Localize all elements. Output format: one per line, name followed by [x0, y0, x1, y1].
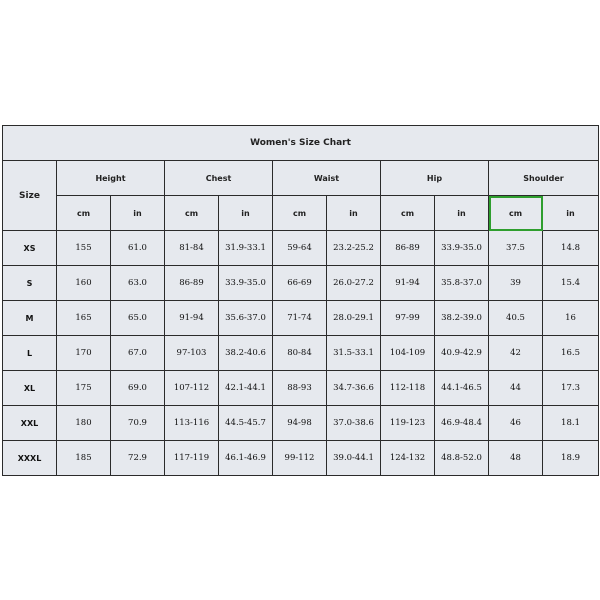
- table-cell[interactable]: 80-84: [273, 336, 327, 371]
- table-cell[interactable]: 26.0-27.2: [327, 266, 381, 301]
- size-label[interactable]: XXXL: [3, 441, 57, 476]
- table-cell[interactable]: 44.5-45.7: [219, 406, 273, 441]
- table-cell[interactable]: 170: [57, 336, 111, 371]
- table-cell[interactable]: 69.0: [111, 371, 165, 406]
- table-cell[interactable]: 67.0: [111, 336, 165, 371]
- unit-header-shoulder-cm-selected[interactable]: cm: [489, 196, 543, 231]
- table-cell[interactable]: 16: [543, 301, 599, 336]
- table-cell[interactable]: 86-89: [381, 231, 435, 266]
- unit-header-shoulder-in[interactable]: in: [543, 196, 599, 231]
- table-cell[interactable]: 35.8-37.0: [435, 266, 489, 301]
- table-cell[interactable]: 31.9-33.1: [219, 231, 273, 266]
- table-cell[interactable]: 35.6-37.0: [219, 301, 273, 336]
- table-cell[interactable]: 18.9: [543, 441, 599, 476]
- table-cell[interactable]: 37.5: [489, 231, 543, 266]
- table-cell[interactable]: 33.9-35.0: [219, 266, 273, 301]
- table-cell[interactable]: 119-123: [381, 406, 435, 441]
- table-cell[interactable]: 97-103: [165, 336, 219, 371]
- table-cell[interactable]: 23.2-25.2: [327, 231, 381, 266]
- table-cell[interactable]: 42.1-44.1: [219, 371, 273, 406]
- table-cell[interactable]: 46.9-48.4: [435, 406, 489, 441]
- table-cell[interactable]: 185: [57, 441, 111, 476]
- table-cell[interactable]: 39.0-44.1: [327, 441, 381, 476]
- unit-header-chest-cm[interactable]: cm: [165, 196, 219, 231]
- table-cell[interactable]: 99-112: [273, 441, 327, 476]
- table-cell[interactable]: 31.5-33.1: [327, 336, 381, 371]
- table-row: [3, 301, 599, 336]
- unit-header-waist-in[interactable]: in: [327, 196, 381, 231]
- table-cell[interactable]: 34.7-36.6: [327, 371, 381, 406]
- table-cell[interactable]: 18.1: [543, 406, 599, 441]
- table-cell[interactable]: 63.0: [111, 266, 165, 301]
- table-cell[interactable]: 61.0: [111, 231, 165, 266]
- size-label[interactable]: M: [3, 301, 57, 336]
- unit-header-waist-cm[interactable]: cm: [273, 196, 327, 231]
- table-cell[interactable]: 88-93: [273, 371, 327, 406]
- size-label[interactable]: S: [3, 266, 57, 301]
- table-cell[interactable]: 44.1-46.5: [435, 371, 489, 406]
- table-cell[interactable]: 37.0-38.6: [327, 406, 381, 441]
- table-cell[interactable]: 112-118: [381, 371, 435, 406]
- table-cell[interactable]: 48: [489, 441, 543, 476]
- table-cell[interactable]: 65.0: [111, 301, 165, 336]
- table-cell[interactable]: 155: [57, 231, 111, 266]
- table-cell[interactable]: 71-74: [273, 301, 327, 336]
- table-cell[interactable]: 15.4: [543, 266, 599, 301]
- table-row: [3, 231, 599, 266]
- table-cell[interactable]: 175: [57, 371, 111, 406]
- table-cell[interactable]: 91-94: [381, 266, 435, 301]
- table-row: [3, 441, 599, 476]
- table-cell[interactable]: 113-116: [165, 406, 219, 441]
- group-header-height: Height: [57, 161, 165, 196]
- table-cell[interactable]: 107-112: [165, 371, 219, 406]
- table-cell[interactable]: 40.5: [489, 301, 543, 336]
- table-cell[interactable]: 165: [57, 301, 111, 336]
- size-rows: [3, 231, 599, 476]
- size-label[interactable]: XXL: [3, 406, 57, 441]
- table-cell[interactable]: 70.9: [111, 406, 165, 441]
- unit-header-height-cm[interactable]: cm: [57, 196, 111, 231]
- table-cell[interactable]: 38.2-39.0: [435, 301, 489, 336]
- group-header-hip: Hip: [381, 161, 489, 196]
- size-label[interactable]: XS: [3, 231, 57, 266]
- unit-header-hip-in[interactable]: in: [435, 196, 489, 231]
- table-cell[interactable]: 46.1-46.9: [219, 441, 273, 476]
- size-column-header: Size: [3, 161, 57, 231]
- group-header-waist: Waist: [273, 161, 381, 196]
- table-cell[interactable]: 38.2-40.6: [219, 336, 273, 371]
- table-cell[interactable]: 48.8-52.0: [435, 441, 489, 476]
- table-row: [3, 406, 599, 441]
- table-cell[interactable]: 160: [57, 266, 111, 301]
- table-cell[interactable]: 86-89: [165, 266, 219, 301]
- unit-header-height-in[interactable]: in: [111, 196, 165, 231]
- table-cell[interactable]: 94-98: [273, 406, 327, 441]
- group-header-chest: Chest: [165, 161, 273, 196]
- table-cell[interactable]: 72.9: [111, 441, 165, 476]
- table-cell[interactable]: 97-99: [381, 301, 435, 336]
- table-cell[interactable]: 124-132: [381, 441, 435, 476]
- table-cell[interactable]: 81-84: [165, 231, 219, 266]
- table-cell[interactable]: 33.9-35.0: [435, 231, 489, 266]
- table-cell[interactable]: 14.8: [543, 231, 599, 266]
- group-header-shoulder: Shoulder: [489, 161, 599, 196]
- unit-header-chest-in[interactable]: in: [219, 196, 273, 231]
- table-cell[interactable]: 40.9-42.9: [435, 336, 489, 371]
- table-cell[interactable]: 66-69: [273, 266, 327, 301]
- size-label[interactable]: XL: [3, 371, 57, 406]
- table-cell[interactable]: 91-94: [165, 301, 219, 336]
- table-cell[interactable]: 42: [489, 336, 543, 371]
- chart-title: Women's Size Chart: [3, 126, 599, 161]
- table-row: [3, 266, 599, 301]
- table-cell[interactable]: 16.5: [543, 336, 599, 371]
- table-row: [3, 371, 599, 406]
- size-chart-table: [2, 125, 599, 476]
- table-cell[interactable]: 28.0-29.1: [327, 301, 381, 336]
- unit-header-hip-cm[interactable]: cm: [381, 196, 435, 231]
- table-cell[interactable]: 59-64: [273, 231, 327, 266]
- table-cell[interactable]: 117-119: [165, 441, 219, 476]
- table-cell[interactable]: 180: [57, 406, 111, 441]
- table-row: [3, 336, 599, 371]
- table-cell[interactable]: 44: [489, 371, 543, 406]
- table-cell[interactable]: 39: [489, 266, 543, 301]
- table-cell[interactable]: 46: [489, 406, 543, 441]
- size-label[interactable]: L: [3, 336, 57, 371]
- table-cell[interactable]: 17.3: [543, 371, 599, 406]
- table-cell[interactable]: 104-109: [381, 336, 435, 371]
